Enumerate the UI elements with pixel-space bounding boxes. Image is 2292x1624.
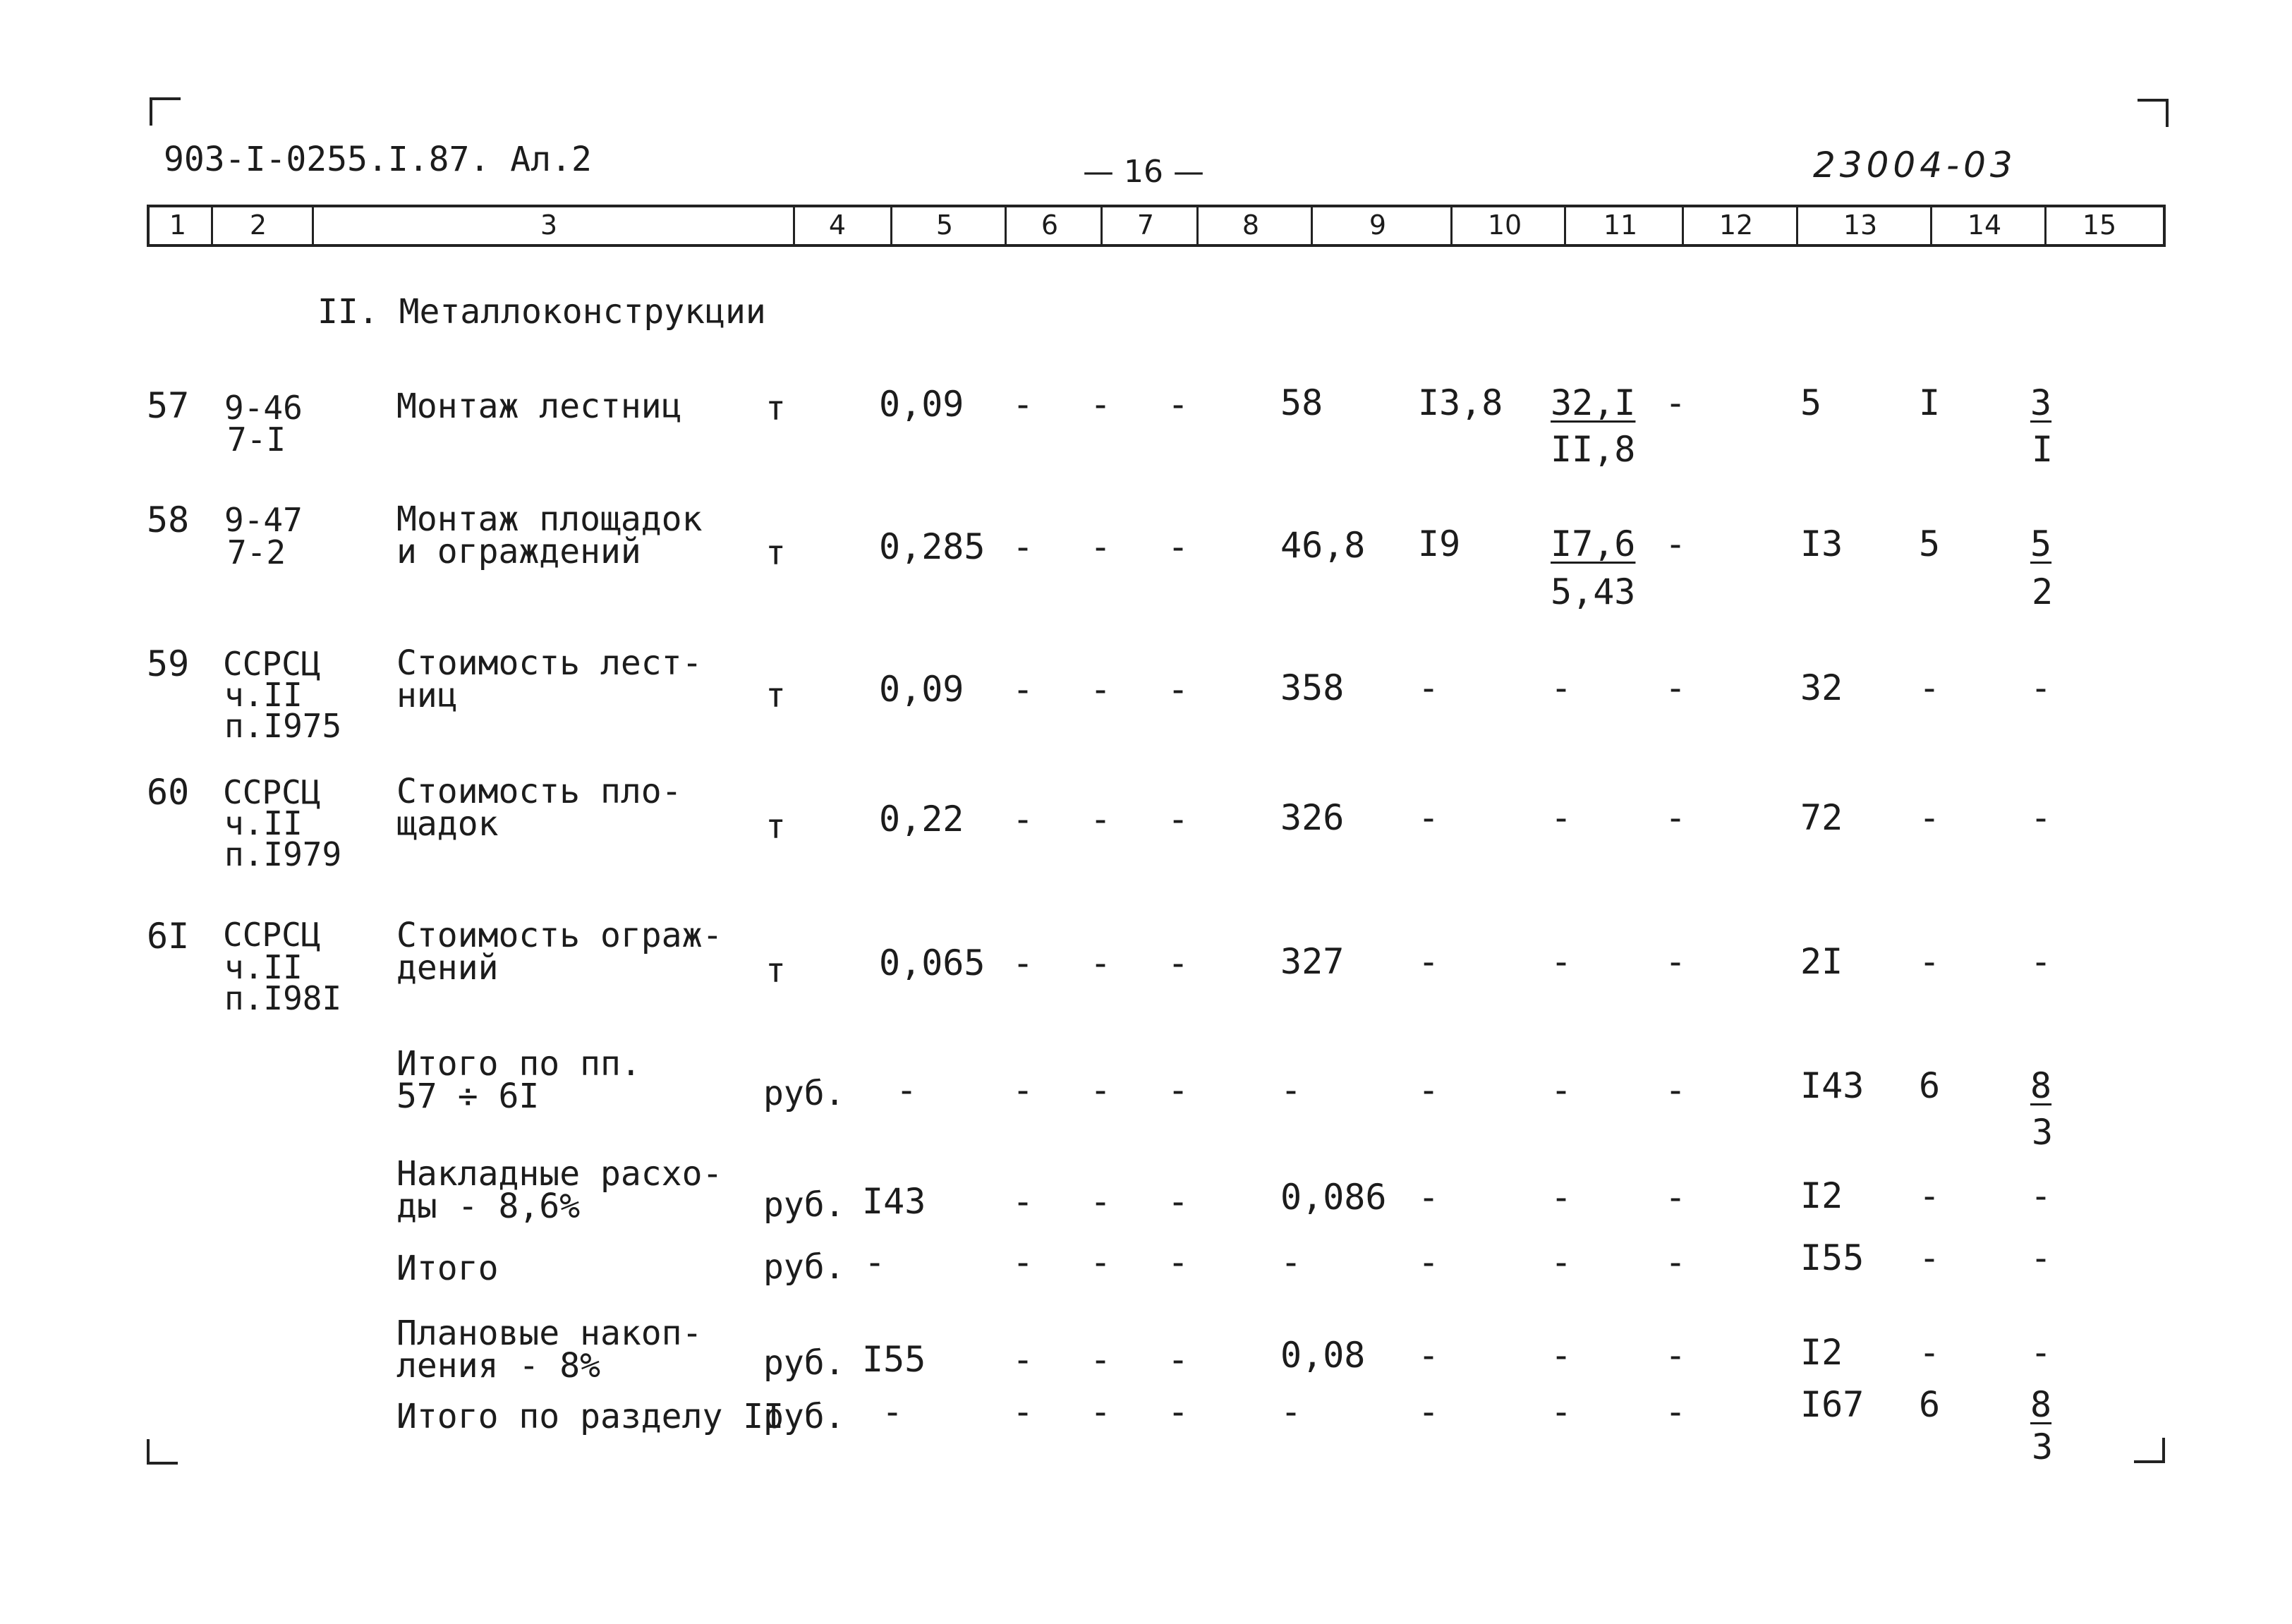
rate-code: 9-47	[224, 501, 303, 539]
document-number: 23004-03	[1813, 145, 2017, 186]
cell-col10: -	[1418, 667, 1440, 708]
cell-col6: -	[1012, 526, 1034, 567]
work-name: дений	[396, 948, 499, 988]
total-label: Накладные расхо-	[396, 1154, 723, 1194]
total-label: ления - 8%	[396, 1346, 600, 1386]
column-header-4: 4	[828, 210, 847, 241]
column-header-6: 6	[1041, 210, 1059, 241]
cell-col9: 358	[1280, 667, 1345, 708]
rate-code: 9-46	[224, 389, 303, 427]
quantity: 0,065	[879, 943, 986, 983]
cell-col10: I9	[1418, 523, 1461, 564]
cell-col6: -	[1012, 943, 1034, 983]
cell-col9: 326	[1280, 797, 1345, 838]
unit: т	[765, 676, 786, 715]
cell-col14: 5	[1919, 523, 1941, 564]
unit: руб.	[763, 1397, 845, 1436]
work-name: Монтаж площадок	[396, 499, 703, 539]
cell-col10: I3,8	[1418, 382, 1503, 423]
rate-code: ССРСЦ	[223, 773, 321, 811]
cell-col6: -	[1012, 384, 1034, 425]
cell-col12: -	[1665, 667, 1687, 708]
cell-col6: -	[1012, 799, 1034, 840]
cell-col14: 6	[1919, 1065, 1941, 1106]
unit: руб.	[763, 1343, 845, 1383]
quantity: 0,285	[879, 526, 986, 567]
cell-col9: 327	[1280, 941, 1345, 982]
column-header-1: 1	[169, 210, 187, 241]
cell-col11: -	[1551, 1069, 1572, 1110]
cell-col8: -	[1168, 799, 1189, 840]
row-number: 60	[147, 772, 190, 813]
total-label: 57 ÷ 6I	[396, 1077, 540, 1116]
cell-col8: -	[1168, 943, 1189, 983]
rate-code: п.I979	[224, 835, 342, 873]
quantity: 0,09	[879, 669, 964, 710]
cell-col9: -	[1280, 1391, 1302, 1432]
cell-col14: -	[1919, 667, 1941, 708]
rate-code: п.I98I	[224, 979, 342, 1017]
cell-col13: I55	[1800, 1237, 1864, 1278]
cell-col11: -	[1551, 941, 1572, 982]
cell-col11: -	[1551, 1391, 1572, 1432]
cell-col7: -	[1090, 526, 1112, 567]
cell-col12: -	[1665, 1391, 1687, 1432]
sheet-code: 903-I-0255.I.87. Ал.2	[164, 140, 592, 179]
corner-mark-bottom-left	[147, 1439, 178, 1465]
cell-col12: -	[1665, 382, 1687, 423]
quantity: -	[864, 1242, 886, 1283]
rate-code: ч.II	[224, 676, 303, 714]
section-title: II. Металлоконструкции	[317, 292, 766, 332]
cell-col6: -	[1012, 1242, 1034, 1283]
cell-col7: -	[1090, 384, 1112, 425]
cell-col14: 6	[1919, 1384, 1941, 1425]
cell-col10: -	[1418, 1391, 1440, 1432]
cell-col12: -	[1665, 941, 1687, 982]
unit: т	[765, 807, 786, 847]
cell-col13: 72	[1800, 797, 1843, 838]
column-header-3: 3	[540, 210, 558, 241]
cell-col9: 0,08	[1280, 1335, 1366, 1376]
total-label: Плановые накоп-	[396, 1314, 703, 1353]
cell-col15-bottom: 2	[2032, 571, 2054, 612]
cell-col14: -	[1919, 1237, 1941, 1278]
column-header-10: 10	[1487, 210, 1522, 241]
cell-col7: -	[1090, 1391, 1112, 1432]
column-header-12: 12	[1718, 210, 1754, 241]
cell-col11: -	[1551, 797, 1572, 838]
cell-col8: -	[1168, 526, 1189, 567]
cell-col15: -	[2030, 1175, 2052, 1216]
row-number: 59	[147, 643, 190, 684]
cell-col6: -	[1012, 1069, 1034, 1110]
work-name: Монтаж лестниц	[396, 387, 682, 426]
cell-col9: 0,086	[1280, 1177, 1387, 1218]
cell-col9: 46,8	[1280, 525, 1366, 566]
column-header-13: 13	[1843, 210, 1878, 241]
cell-col11-top: I7,6	[1551, 523, 1636, 564]
total-label: Итого по пп.	[396, 1044, 641, 1084]
cell-col12: -	[1665, 1069, 1687, 1110]
rate-code: ч.II	[224, 804, 303, 842]
cell-col8: -	[1168, 1339, 1189, 1380]
cell-col9: 58	[1280, 382, 1323, 423]
cell-col11-bottom: 5,43	[1551, 571, 1636, 612]
cell-col6: -	[1012, 669, 1034, 710]
cell-col10: -	[1418, 941, 1440, 982]
cell-col10: -	[1418, 1242, 1440, 1283]
column-header-2: 2	[249, 210, 267, 241]
cell-col8: -	[1168, 669, 1189, 710]
cell-col10: -	[1418, 1177, 1440, 1218]
page-number: — 16 —	[1083, 154, 1204, 190]
cell-col7: -	[1090, 943, 1112, 983]
cell-col13: I2	[1800, 1332, 1843, 1373]
work-name: щадок	[396, 804, 499, 844]
corner-mark-top-right	[2138, 99, 2169, 127]
cell-col13: I3	[1800, 523, 1843, 564]
rate-code: ССРСЦ	[223, 916, 321, 954]
cell-col15-top: 8	[2030, 1065, 2052, 1106]
unit: т	[765, 951, 786, 990]
unit: т	[765, 389, 786, 428]
cell-col15: -	[2030, 797, 2052, 838]
quantity: -	[882, 1391, 904, 1432]
cell-col15-bottom: I	[2032, 429, 2054, 470]
cell-col7: -	[1090, 669, 1112, 710]
work-name: Стоимость ограж-	[396, 916, 723, 955]
quantity: I43	[862, 1181, 926, 1222]
total-label: Итого по разделу II	[396, 1397, 784, 1436]
cell-col12: -	[1665, 797, 1687, 838]
row-number: 6I	[147, 916, 190, 957]
cell-col15-top: 8	[2030, 1384, 2052, 1425]
column-header-5: 5	[935, 210, 954, 241]
column-header-9: 9	[1369, 210, 1387, 241]
cell-col15: -	[2030, 1332, 2052, 1373]
column-header-8: 8	[1242, 210, 1260, 241]
column-header-11: 11	[1603, 210, 1638, 241]
cell-col15-bottom: 3	[2032, 1112, 2054, 1153]
cell-col12: -	[1665, 1242, 1687, 1283]
cell-col15: -	[2030, 1237, 2052, 1278]
cell-col11: -	[1551, 667, 1572, 708]
corner-mark-top-left	[150, 97, 181, 126]
work-name: ниц	[396, 676, 458, 715]
column-header-15: 15	[2082, 210, 2117, 241]
row-number: 57	[147, 385, 190, 426]
cell-col7: -	[1090, 1339, 1112, 1380]
work-name: и ограждений	[396, 532, 641, 571]
cell-col7: -	[1090, 1069, 1112, 1110]
cell-col13: 5	[1800, 382, 1822, 423]
cell-col11-top: 32,I	[1551, 382, 1636, 423]
column-header-7: 7	[1136, 210, 1155, 241]
cell-col10: -	[1418, 1069, 1440, 1110]
cell-col9: -	[1280, 1069, 1302, 1110]
total-label: Итого	[396, 1249, 499, 1288]
cell-col10: -	[1418, 797, 1440, 838]
cell-col7: -	[1090, 1242, 1112, 1283]
cell-col8: -	[1168, 1242, 1189, 1283]
rate-code: п.I975	[224, 707, 342, 745]
cell-col8: -	[1168, 1181, 1189, 1222]
unit: руб.	[763, 1247, 845, 1287]
cell-col12: -	[1665, 523, 1687, 564]
quantity: 0,22	[879, 799, 964, 840]
cell-col11: -	[1551, 1242, 1572, 1283]
cell-col8: -	[1168, 384, 1189, 425]
quantity: 0,09	[879, 384, 964, 425]
cell-col13: 32	[1800, 667, 1843, 708]
rate-code: 7-2	[227, 533, 286, 571]
cell-col8: -	[1168, 1069, 1189, 1110]
work-name: Стоимость пло-	[396, 772, 682, 811]
cell-col7: -	[1090, 799, 1112, 840]
cell-col14: -	[1919, 1332, 1941, 1373]
cell-col13: I2	[1800, 1175, 1843, 1216]
quantity: I55	[862, 1339, 926, 1380]
corner-mark-bottom-right	[2134, 1438, 2165, 1463]
cell-col15: -	[2030, 941, 2052, 982]
cell-col14: -	[1919, 797, 1941, 838]
cell-col6: -	[1012, 1391, 1034, 1432]
cell-col14: -	[1919, 941, 1941, 982]
unit: т	[765, 533, 786, 573]
unit: руб.	[763, 1074, 845, 1113]
cell-col6: -	[1012, 1339, 1034, 1380]
cell-col12: -	[1665, 1335, 1687, 1376]
cell-col12: -	[1665, 1177, 1687, 1218]
rate-code: ССРСЦ	[223, 645, 321, 683]
cell-col13: I43	[1800, 1065, 1864, 1106]
cell-col11: -	[1551, 1335, 1572, 1376]
cell-col14: I	[1919, 382, 1941, 423]
cell-col13: I67	[1800, 1384, 1864, 1425]
cell-col13: 2I	[1800, 941, 1843, 982]
rate-code: 7-I	[227, 420, 286, 459]
quantity: -	[896, 1069, 918, 1110]
total-label: ды - 8,6%	[396, 1187, 581, 1226]
cell-col6: -	[1012, 1181, 1034, 1222]
cell-col8: -	[1168, 1391, 1189, 1432]
cell-col10: -	[1418, 1335, 1440, 1376]
row-number: 58	[147, 499, 190, 540]
cell-col15-top: 3	[2030, 382, 2052, 423]
cell-col15: -	[2030, 667, 2052, 708]
cell-col11-bottom: II,8	[1551, 429, 1636, 470]
cell-col9: -	[1280, 1242, 1302, 1283]
unit: руб.	[763, 1185, 845, 1225]
cell-col15-bottom: 3	[2032, 1426, 2054, 1467]
work-name: Стоимость лест-	[396, 643, 703, 683]
cell-col14: -	[1919, 1175, 1941, 1216]
column-header-14: 14	[1967, 210, 2002, 241]
cell-col7: -	[1090, 1181, 1112, 1222]
cell-col11: -	[1551, 1177, 1572, 1218]
rate-code: ч.II	[224, 948, 303, 986]
cell-col15-top: 5	[2030, 523, 2052, 564]
